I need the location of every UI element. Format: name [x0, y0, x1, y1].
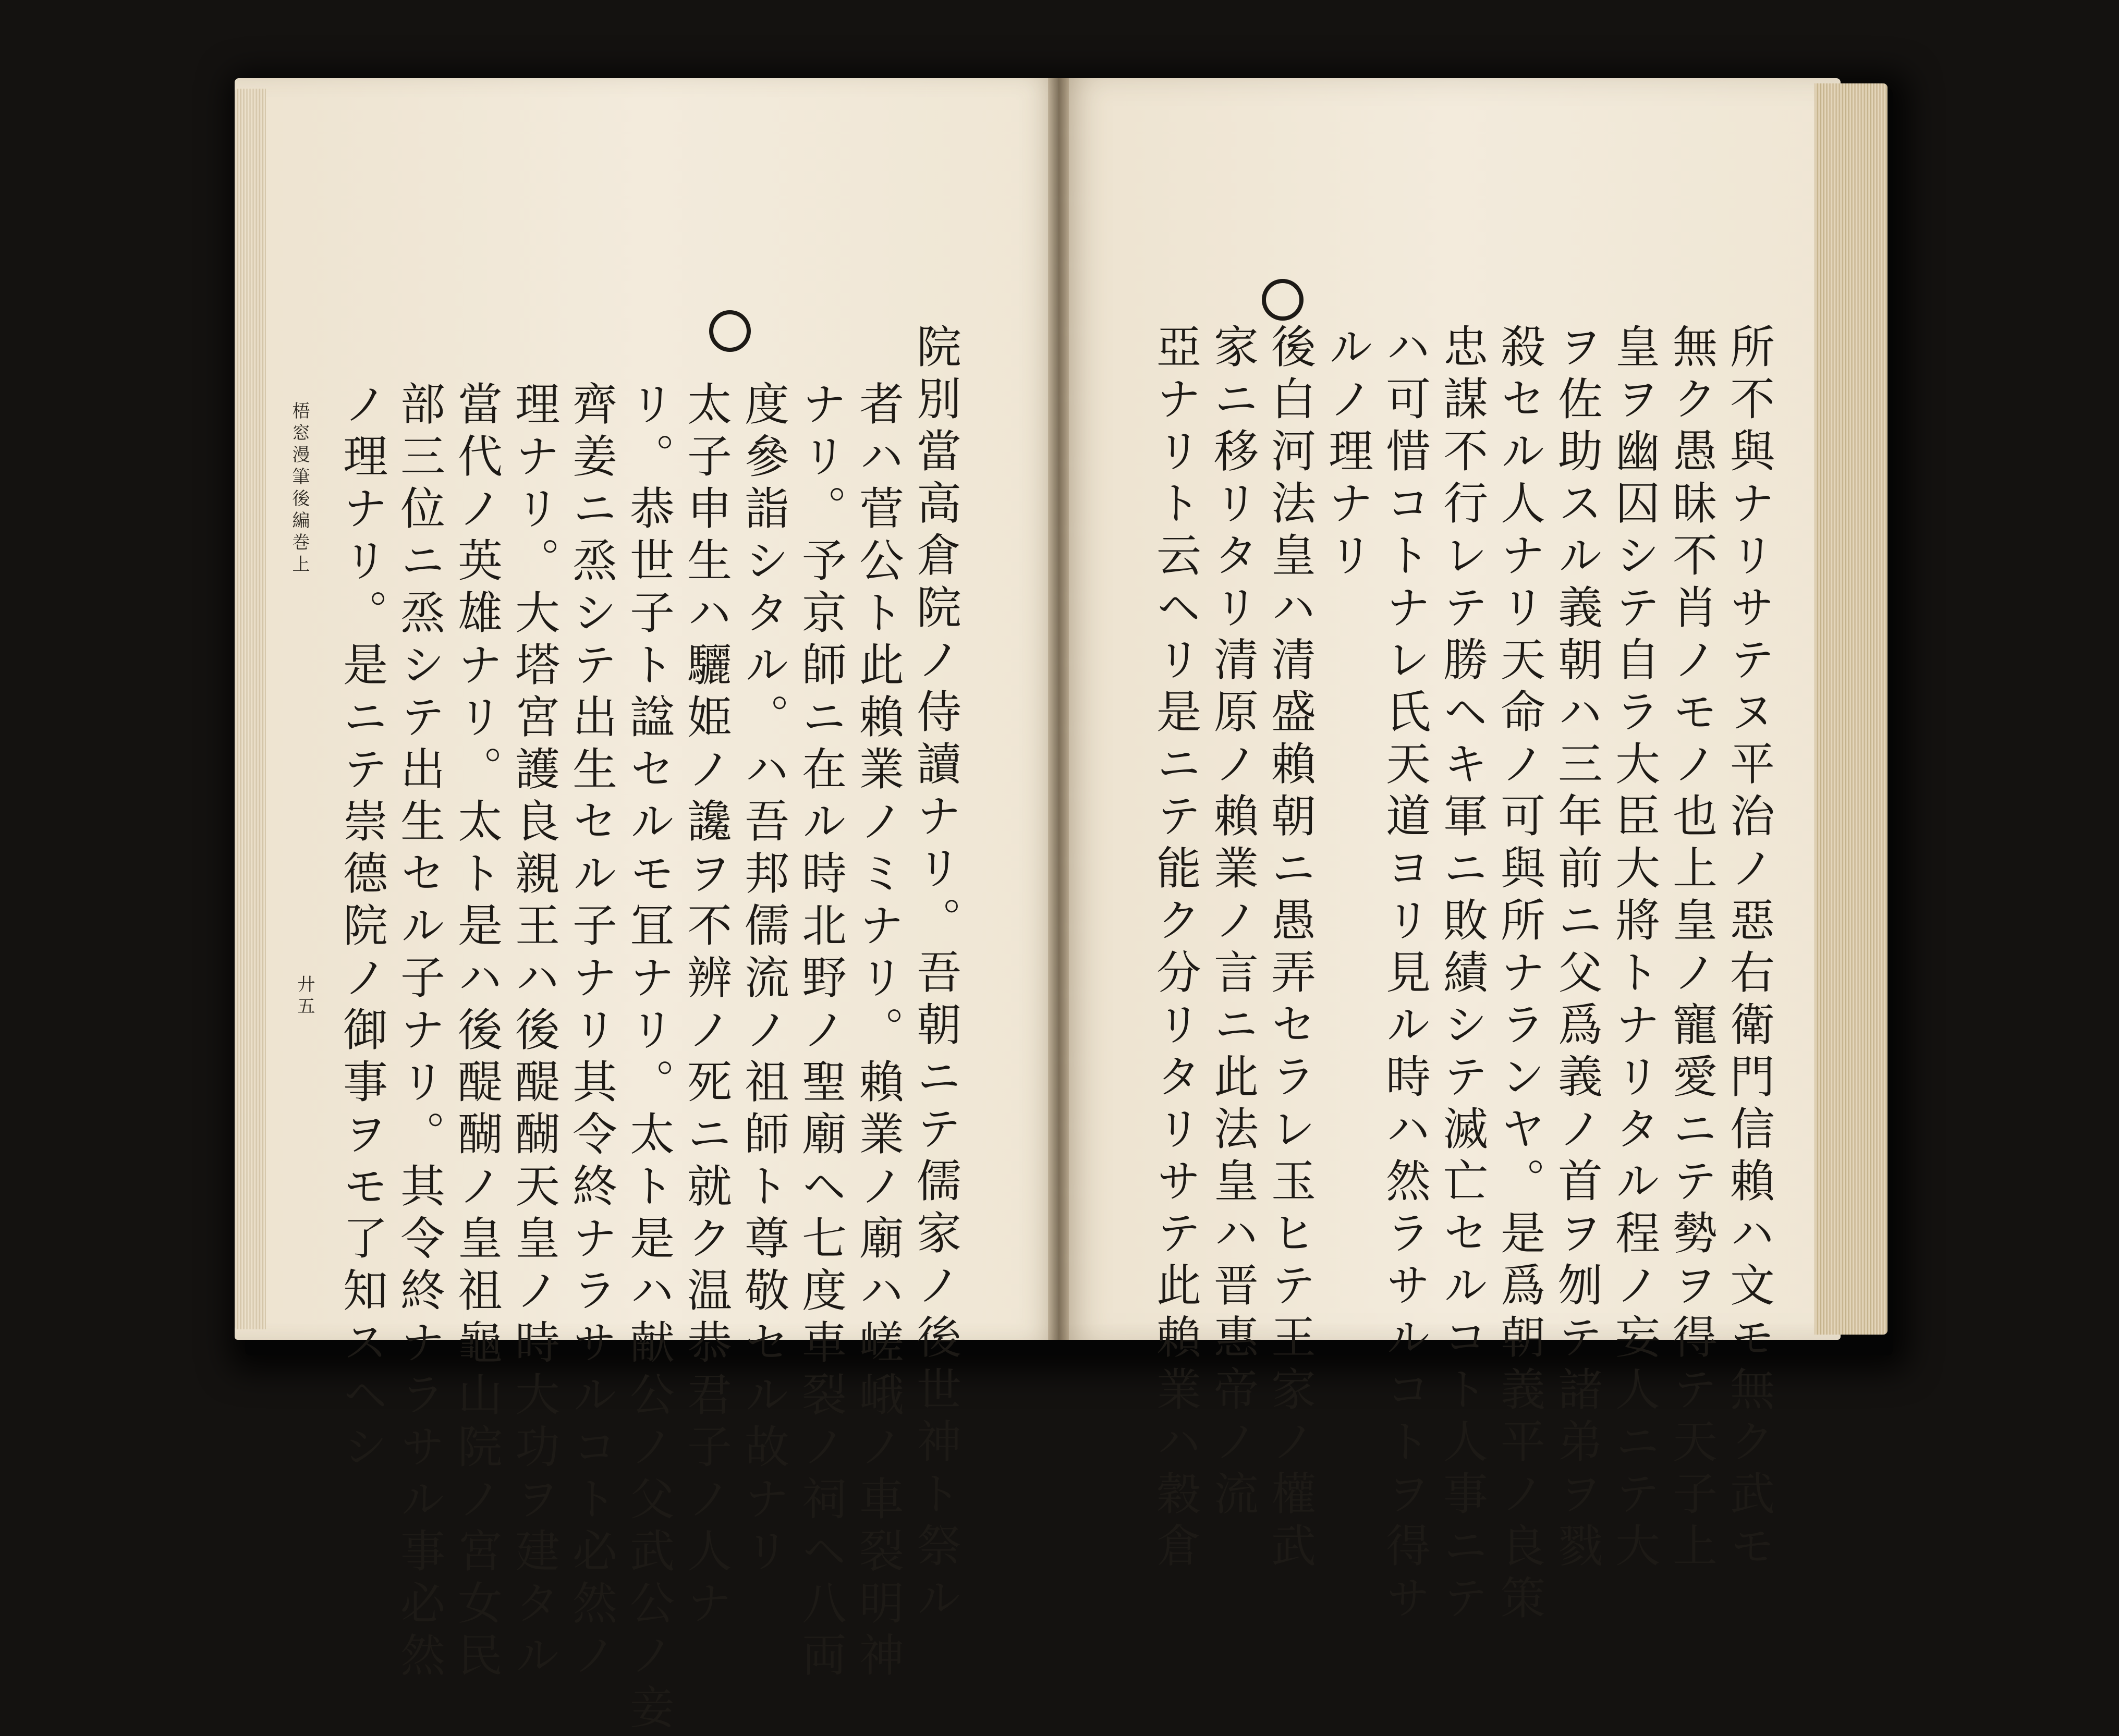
- book-gutter: [1048, 78, 1069, 1340]
- right-page-edges: [1814, 83, 1887, 1335]
- left-col-7: 齊姜ニ烝シテ出生セル子ナリ其令終ナラサルコト必然ノ: [565, 381, 617, 1684]
- right-col-2: 無ク愚昧不肖ノモノ也上皇ノ寵愛ニテ勢ヲ得テ天子上: [1665, 323, 1717, 1574]
- margin-title: 梧窓漫筆後編巻上: [289, 401, 310, 577]
- right-col-6: 忠謀不行レテ勝ヘキ軍ニ敗績シテ滅亡セルコト人事ニテ: [1435, 323, 1488, 1627]
- right-col-10: 家ニ移リタリ清原ノ賴業ノ言ニ此法皇ハ晋惠帝ノ流: [1206, 323, 1258, 1522]
- left-col-2: 者ハ菅公ト此賴業ノミナリ。賴業ノ廟ハ嵯峨ノ車裂明神: [851, 381, 904, 1684]
- right-col-3: 皇ヲ幽囚シテ自ラ大臣大將トナリタル程ノ妄人ニテ大: [1607, 323, 1660, 1574]
- right-col-5: 殺セル人ナリ天命ノ可與所ナランヤ。是爲朝義平ノ良策: [1493, 323, 1545, 1627]
- left-col-11: ノ理ナリ。是ニテ崇德院ノ御事ヲモ了知スヘシ: [335, 381, 387, 1475]
- paragraph-mark-circle: [709, 310, 751, 352]
- right-col-4: ヲ佐助スル義朝ハ三年前ニ父爲義ノ首ヲ刎テ諸弟ヲ戮: [1550, 323, 1602, 1574]
- left-col-1: 院別當高倉院ノ侍讀ナリ。吾朝ニテ儒家ノ後世神ト祭ル: [909, 323, 961, 1627]
- right-col-9: 後白河法皇ハ清盛賴朝ニ愚弄セラレ玉ヒテ王家ノ權武: [1263, 323, 1316, 1574]
- left-col-8: 理ナリ。大塔宮護良親王ハ後醍醐天皇ノ時大功ヲ建タル: [507, 381, 559, 1684]
- left-col-6: リ。恭世子ト諡セルモ冝ナリ。太ト是ハ献公ノ父武公ノ妾: [622, 381, 674, 1736]
- right-col-8: ルノ理ナリ: [1321, 323, 1373, 584]
- paragraph-mark-circle: [1262, 279, 1304, 321]
- left-col-9: 當代ノ英雄ナリ。太ト是ハ後醍醐ノ皇祖龜山院ノ宮女民: [450, 381, 502, 1684]
- left-page-edges: [235, 89, 266, 1329]
- left-col-3: ナリ。予京師ニ在ル時北野ノ聖廟ヘ七度車裂ノ祠ヘ八両: [794, 381, 846, 1684]
- page-folio: 廾五: [294, 975, 315, 1019]
- right-col-11: 亞ナリト云ヘリ是ニテ能ク分リタリサテ此賴業ハ穀倉: [1149, 323, 1201, 1574]
- left-col-4: 度參詣シタル。ハ吾邦儒流ノ祖師ト尊敬セル故ナリ: [737, 381, 789, 1580]
- open-book: [235, 78, 1887, 1736]
- right-col-7: ハ可惜コトナレ氏天道ヨリ見ル時ハ然ラサルコトヲ得サ: [1378, 323, 1430, 1627]
- left-col-10: 部三位ニ烝シテ出生セル子ナリ。其令終ナラサル事必然: [393, 381, 445, 1684]
- right-col-1: 所不與ナリサテヌ平治ノ惡右衛門信賴ハ文モ無ク武モ: [1722, 323, 1774, 1574]
- left-col-5: 太子申生ハ驪姫ノ讒ヲ不辨ノ死ニ就ク温恭君子ノ人ナ: [679, 381, 732, 1632]
